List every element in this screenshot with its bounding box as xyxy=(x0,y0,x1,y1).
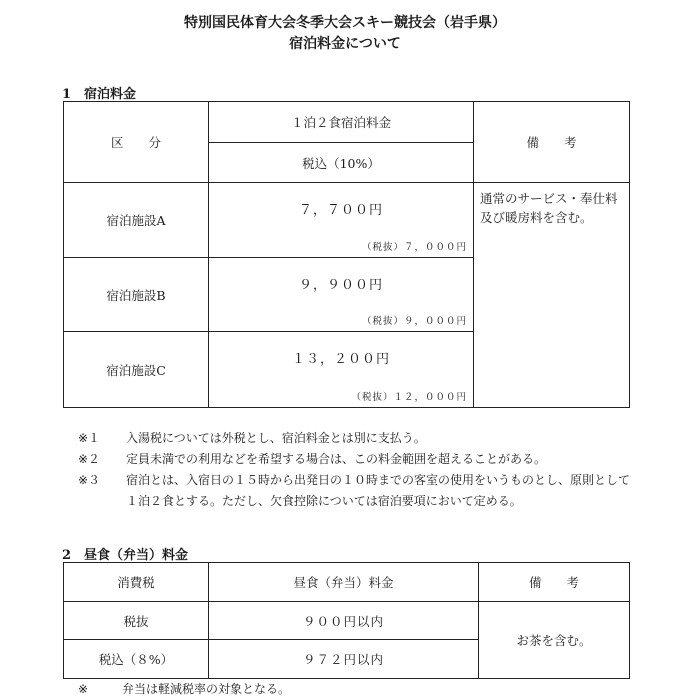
remarks-cell: 通常のサービス・奉仕料及び暖房料を含む。 xyxy=(474,183,630,408)
facility-name: 宿泊施設B xyxy=(64,258,209,332)
section-1-heading xyxy=(62,83,136,102)
lunch-price: ９００円以内 xyxy=(209,602,479,640)
price-excl-tax: （税抜）７，０００円 xyxy=(361,242,467,253)
note-item xyxy=(78,470,638,512)
note-text: 定員未満での利用などを希望する場合は、この料金範囲を超えることがある。 xyxy=(126,452,547,466)
lunch-price: ９７２円以内 xyxy=(209,640,479,679)
notes xyxy=(78,428,638,512)
header-price-tax: 税込（10%） xyxy=(209,143,474,183)
footnote-text: 弁当は軽減税率の対象となる。 xyxy=(122,682,291,696)
section-2-number: 2 xyxy=(62,548,72,563)
facility-price-cell xyxy=(209,183,474,258)
section-1-number: 1 xyxy=(62,87,72,102)
note-mark: ※１ xyxy=(78,431,101,445)
note-mark: ※３ xyxy=(78,473,101,487)
header-tax: 消費税 xyxy=(64,563,209,602)
tax-type: 税込（８%） xyxy=(64,640,209,679)
page-subtitle: 宿泊料金について xyxy=(289,36,401,52)
facility-name: 宿泊施設A xyxy=(64,183,209,258)
section-2-heading xyxy=(62,544,188,563)
price-excl-tax: （税抜）１２，０００円 xyxy=(351,392,467,403)
price-incl-tax: ７，７００円 xyxy=(298,203,383,218)
facility-price-cell xyxy=(209,258,474,332)
table-row xyxy=(64,602,630,640)
price-excl-tax: （税抜）９，０００円 xyxy=(361,316,467,327)
note-text: 宿泊とは、入宿日の１５時から出発日の１０時までの客室の使用をいうものとし、原則として１泊２食とする。ただし、欠食控除については宿泊要項において定める。 xyxy=(126,473,631,508)
price-incl-tax: １３，２００円 xyxy=(291,352,390,367)
price-incl-tax: ９，９００円 xyxy=(298,278,383,293)
section-2-title: 昼食（弁当）料金 xyxy=(84,548,189,563)
footnote-mark: ※ xyxy=(78,682,89,696)
header-category: 区 分 xyxy=(64,102,209,183)
note-mark: ※２ xyxy=(78,452,101,466)
header-remarks: 備 考 xyxy=(474,102,630,183)
header-lunch-price: 昼食（弁当）料金 xyxy=(209,563,479,602)
note-item xyxy=(78,428,638,449)
facility-price-cell xyxy=(209,332,474,408)
lunch-remarks: お茶を含む。 xyxy=(479,602,630,679)
lunch-fee-table xyxy=(63,562,630,679)
section-1-title: 宿泊料金 xyxy=(84,87,137,102)
page-title: 特別国民体育大会冬季大会スキー競技会（岩手県） xyxy=(184,15,506,31)
header-price: １泊２食宿泊料金 xyxy=(209,102,474,143)
note-item xyxy=(78,449,638,470)
tax-type: 税抜 xyxy=(64,602,209,640)
facility-name: 宿泊施設C xyxy=(64,332,209,408)
lodging-fee-table xyxy=(63,101,630,408)
table-row xyxy=(64,183,630,258)
note-text: 入湯税については外税とし、宿泊料金とは別に支払う。 xyxy=(126,431,426,445)
lunch-footnote xyxy=(78,680,290,697)
header-remarks: 備 考 xyxy=(479,563,630,602)
